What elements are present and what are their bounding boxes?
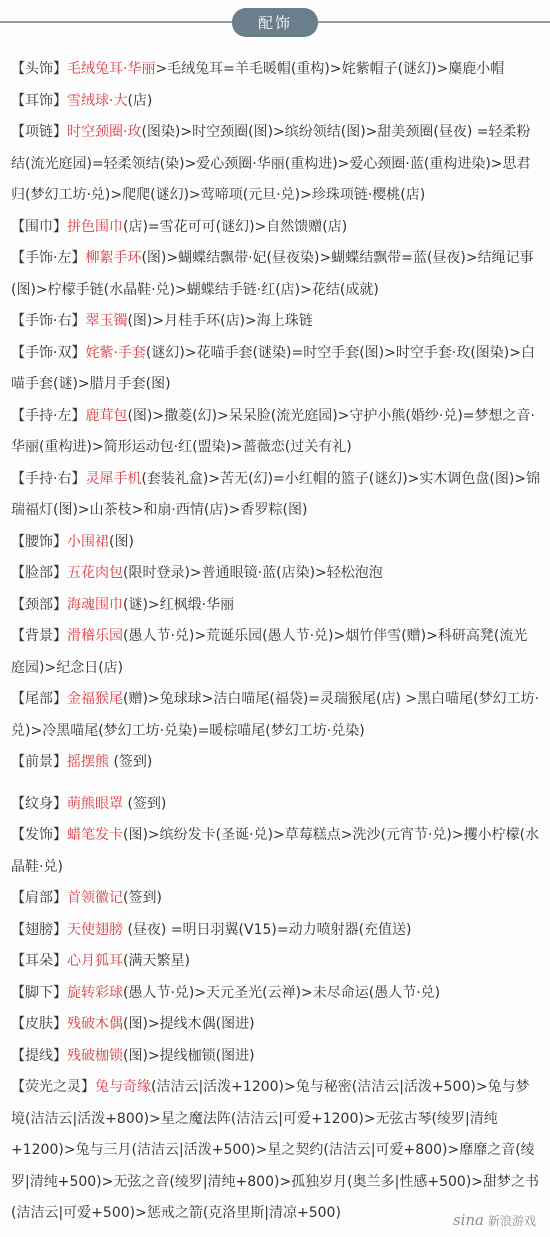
- entry-highlight: 滑稽乐园: [67, 628, 123, 644]
- entry-wings: 【翅膀】天使翅膀 (昼夜) =明日羽翼(V15)=动力喷射器(充值送): [11, 921, 412, 938]
- section-header: [0, 0, 550, 44]
- entry-hold-left: 【手持·左】鹿茸包(图)>撒菱(幻)>呆呆脸(流光庭园)>守护小熊(婚纱·兑)=梦想之音·华丽(重构进)>简形运动包·红(盟染)>蔷薇恋(过关有礼): [11, 407, 535, 455]
- entry-highlight: 天使翅膀: [67, 921, 123, 938]
- entry-highlight: 五花肉包: [67, 565, 123, 581]
- entry-highlight: 蜡笔发卡: [67, 827, 123, 843]
- accessory-list: [11, 54, 541, 1230]
- entry-highlight: 残破枷锁: [67, 1047, 123, 1064]
- entry-scarf: 【围巾】拼色围巾(店)=雪花可可(谜幻)>自然馈赠(店): [11, 218, 348, 235]
- entry-highlight: 翠玉镯: [85, 313, 128, 329]
- entry-highlight: 小围裙: [67, 533, 109, 550]
- entry-highlight: 旋转彩球: [67, 984, 123, 1001]
- entry-highlight: 萌熊眼罩: [67, 795, 123, 812]
- entry-highlight: 残破木偶: [67, 1016, 123, 1032]
- entry-foreground: 【前景】摇摆熊 (签到): [11, 754, 153, 770]
- entry-tattoo: 【纹身】萌熊眼罩 (签到): [11, 795, 167, 812]
- entry-highlight: 拼色围巾: [67, 218, 123, 235]
- entry-hair-accessory: 【发饰】蜡笔发卡(图)>缤纷发卡(圣诞·兑)>草莓糕点>洗沙(元宵节·兑)>攫小柠檬(水晶鞋·兑): [11, 827, 540, 875]
- entry-fluorescent-spirit: 【荧光之灵】兔与奇缘(洁洁云|活泼+1200)>兔与秘密(洁洁云|活泼+500)>兔与梦境(洁洁云|活泼+800)>星之魔法阵(洁洁云|可爱+1200)>无弦古琴(绫罗|清纯+1200)>兔与三月(洁洁云|活泼+500)>星之契约(洁洁云|可爱+800)>靡靡之音(绫罗|清纯+500)>无弦之音(绫罗|清纯+800)>孤独岁月(奥兰多|性感+500)>甜梦之书(洁洁云|可爱+500)>惩戒之箭(克洛里斯|清凉+500): [11, 1079, 540, 1221]
- entry-highlight: 毛绒兔耳·华丽: [67, 61, 156, 77]
- entry-highlight: 柳絮手环: [85, 250, 142, 266]
- sina-games-label: 新浪游戏: [487, 1214, 536, 1228]
- entry-head: 【头饰】毛绒兔耳·华丽>毛绒兔耳=羊毛暖帽(重构)>姹紫帽子(谜幻)>麋鹿小帽: [11, 61, 505, 77]
- entry-background: 【背景】滑稽乐园(愚人节·兑)>荒诞乐园(愚人节·兑)>烟竹伴雪(赠)>科研高凳(流光庭园)>纪念日(店): [11, 628, 528, 676]
- entry-highlight: 心月狐耳: [67, 953, 123, 969]
- entry-highlight: 兔与奇缘: [95, 1079, 151, 1095]
- entry-hand-right: 【手饰·右】翠玉镯(图)>月桂手环(店)>海上珠链: [11, 313, 313, 329]
- entry-highlight: 时空颈圈·玫: [67, 124, 142, 140]
- entry-earrings: 【耳饰】雪绒球·大(店): [11, 92, 153, 109]
- entry-face: 【脸部】五花肉包(限时登录)>普通眼镜·蓝(店染)>轻松泡泡: [11, 565, 383, 581]
- sina-games-logo: [453, 1211, 536, 1229]
- entry-hold-right: 【手持·右】灵犀手机(套装礼盒)>苦无(幻)=小红帽的篮子(谜幻)>实木调色盘(图)>锦瑞福灯(图)>山茶枝>和扇·西情(店)>香罗粽(图): [11, 470, 541, 518]
- entry-tail: 【尾部】金福猴尾(赠)>兔球球>洁白喵尾(福袋)=灵瑞猴尾(店) >黑白喵尾(梦幻工坊·兑)>冷黑喵尾(梦幻工坊·兑染)=暖棕喵尾(梦幻工坊·兑染): [11, 691, 540, 739]
- entry-highlight: 灵犀手机: [85, 470, 142, 487]
- entry-highlight: 首领徽记: [67, 890, 123, 906]
- entry-skin: 【皮肤】残破木偶(图)>提线木偶(图进): [11, 1016, 255, 1032]
- entry-highlight: 海魂围巾: [67, 596, 123, 613]
- entry-highlight: 金福猴尾: [67, 691, 123, 707]
- entry-neck: 【颈部】海魂围巾(谜)>红枫缎·华丽: [11, 596, 235, 613]
- entry-necklace: 【项链】时空颈圈·玫(图染)>时空颈圈(图)>缤纷领结(图)>甜美颈圈(昼夜) =轻柔粉结(流光庭园)=轻柔领结(染)>爱心颈圈·华丽(重构进)>爱心颈圈·蓝(重构进染)>思君归(梦幻工坊·兑)>爬爬(谜幻)>莺啼项(元旦·兑)>珍珠项链·樱桃(店): [11, 124, 531, 203]
- sina-brand-mark: sina: [452, 1211, 484, 1229]
- entry-hand-left: 【手饰·左】柳絮手环(图)>蝴蝶结飘带·妃(昼夜染)>蝴蝶结飘带=蓝(昼夜)>结绳记事(图)>柠檬手链(水晶鞋·兑)>蝴蝶结手链·红(店)>花结(成就): [11, 250, 534, 298]
- entry-strings: 【提线】残破枷锁(图)>提线枷锁(图进): [11, 1047, 255, 1064]
- section-title: 配饰: [232, 8, 318, 37]
- entry-feet: 【脚下】旋转彩球(愚人节·兑)>天元圣光(云禅)>未尽命运(愚人节·兑): [11, 984, 441, 1001]
- entry-highlight: 鹿茸包: [85, 407, 128, 424]
- entry-highlight: 雪绒球·大: [67, 92, 128, 109]
- entry-hand-both: 【手饰·双】姹紫·手套(谜幻)>花喵手套(谜染)=时空手套(图)>时空手套·玫(图染)>白喵手套(谜)>腊月手套(图): [11, 344, 535, 392]
- entry-waist: 【腰饰】小围裙(图): [11, 533, 134, 550]
- entry-shoulder: 【肩部】首领徽记(签到): [11, 890, 162, 906]
- entry-ears: 【耳朵】心月狐耳(满天繁星): [11, 953, 190, 969]
- entry-highlight: 摇摆熊: [67, 754, 109, 770]
- entry-highlight: 姹紫·手套: [85, 344, 146, 361]
